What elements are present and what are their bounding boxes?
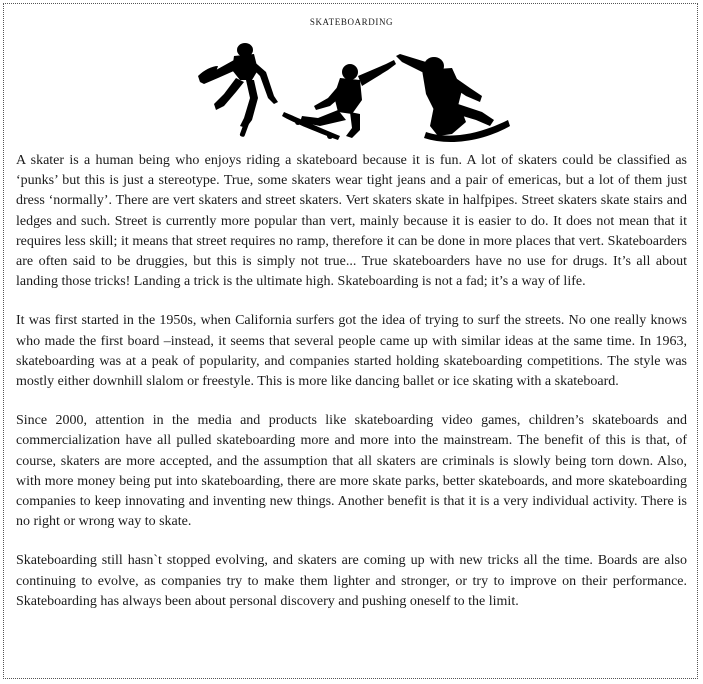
article-body [16,151,687,631]
paragraph-3: Since 2000, attention in the media and products like skateboarding video games, children’s skateboards and commercialization have all pulled skateboarding more and more into the mainstream. The benefit of this is that, of course, skaters are more accepted, and the assumption that all skaters are criminals is slowly being torn down. Also, with more money being put into skateboarding, there are more skate parks, better skateboards, and more skateboarding companies to keep innovating and inventing new things. Another benefit is that it is a very individual activity. There is no right or wrong way to skate. [16,413,687,530]
paragraph-2: It was first started in the 1950s, when California surfers got the idea of trying to surf the streets. No one really knows who made the first board –instead, it seems that several people came up with similar ideas at the same time. In 1963, skateboarding was at a peak of popularity, and companies started holding skateboarding competitions. The style was mostly either downhill slalom or freestyle. This is more like dancing ballet or ice skating with a skateboard. [16,313,687,390]
skater-2-icon [282,60,396,140]
skater-3-icon [396,54,510,142]
paragraph-4: Skateboarding still hasn`t stopped evolving, and skaters are coming up with new tricks all the time. Boards are also continuing to evolve, as companies try to make them lighter and stronger, or try to improve on their performance. Skateboarding has always been about personal discovery and pushing oneself to the limit. [16,553,687,609]
page-title: skateboarding [309,14,394,28]
skater-silhouettes-icon [190,40,535,150]
skater-1-icon [198,43,278,137]
paragraph-1: A skater is a human being who enjoys riding a skateboard because it is fun. A lot of skaters could be classified as ‘punks’ but this is just a stereotype. True, some skaters wear tight jeans and a pair of emericas, but a lot of them just dress ‘normally’. There are vert skaters and street skaters. Vert skaters skate in halfpipes. Street skaters skate stairs and ledges and such. Street is currently more popular than vert, mainly because it is easier to do. It does not mean that it requires less skill; it means that street requires no ramp, therefore it can be done in more places that vert. Skateboarders are often said to be druggies, but this is simply not true... True skateboarders have no use for drugs. It’s all about landing those tricks! Landing a trick is the ultimate high. Skateboarding is not a fad; it’s a way of life. [16,153,687,290]
